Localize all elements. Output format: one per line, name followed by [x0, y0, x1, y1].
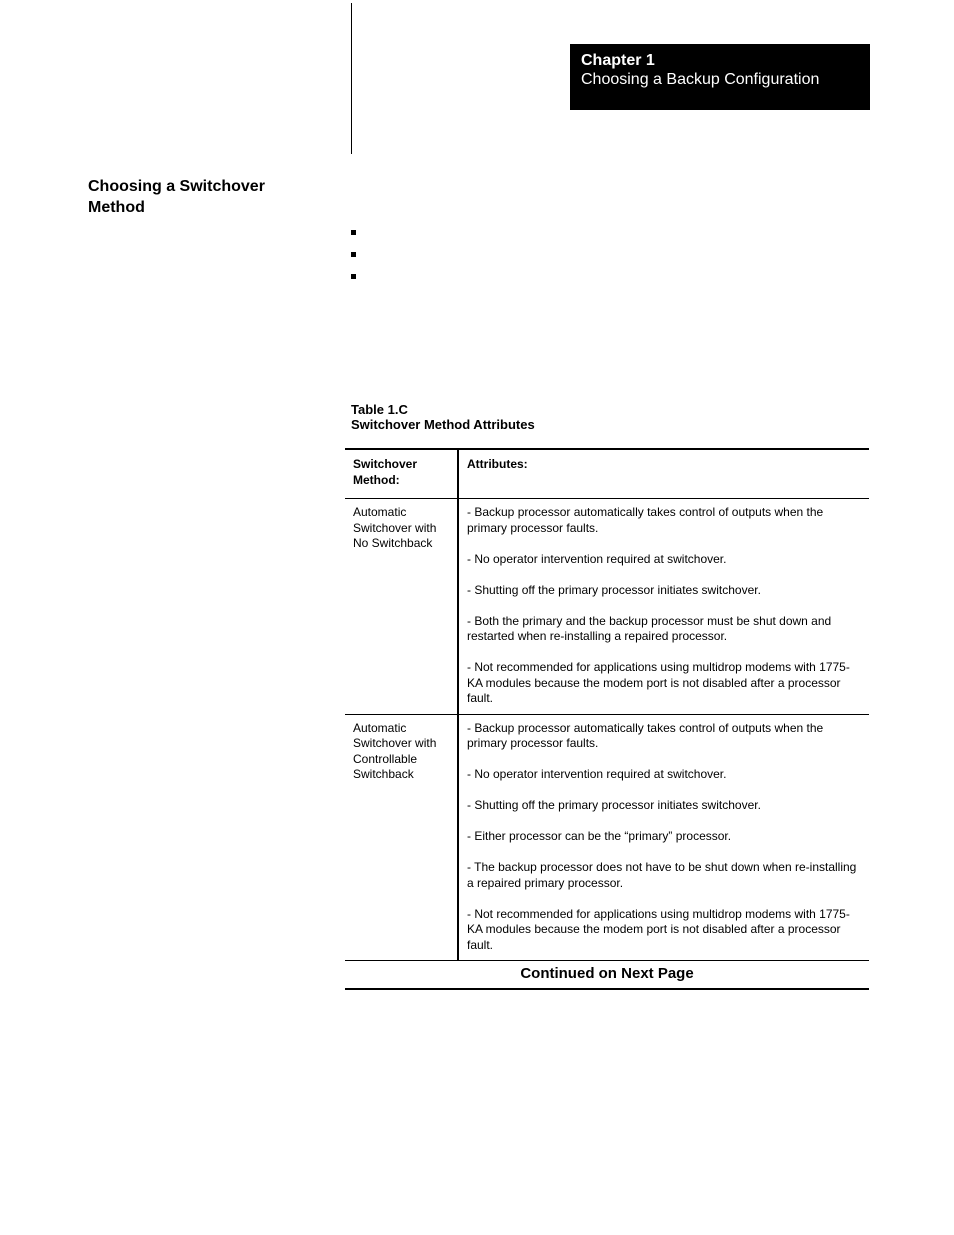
attributes-cell	[458, 499, 869, 715]
attribute-item: - Backup processor automatically takes control of outputs when the primary processor faults.	[467, 505, 824, 535]
column-header-method: Switchover Method:	[345, 449, 458, 499]
attribute-item: - Shutting off the primary processor initiates switchover.	[467, 582, 761, 597]
section-heading-line2: Method	[88, 199, 145, 216]
chapter-number: Chapter 1	[581, 52, 655, 69]
attribute-item: - Either processor can be the “primary” processor.	[467, 829, 732, 843]
bullet-marker	[351, 230, 356, 235]
attributes-cell	[458, 714, 869, 961]
attribute-item: - Not recommended for applications using multidrop modems with 1775-KA modules because the modem port is not disabled after a processor fault.	[467, 906, 850, 952]
attribute-item: - No operator intervention required at switchover.	[467, 551, 727, 566]
attribute-item: - The backup processor does not have to be shut down when re-installing a repaired primary processor.	[467, 860, 857, 890]
table-row	[345, 499, 869, 715]
table-caption-number: Table 1.C	[351, 402, 408, 417]
method-cell: Automatic Switchover with Controllable Switchback	[345, 714, 458, 961]
attribute-item: - Shutting off the primary processor initiates switchover.	[467, 798, 761, 812]
table-caption	[351, 402, 535, 432]
table-caption-title: Switchover Method Attributes	[351, 417, 535, 432]
bullet-marker	[351, 252, 356, 257]
chapter-title: Choosing a Backup Configuration	[581, 71, 820, 88]
table-row	[345, 714, 869, 961]
method-cell: Automatic Switchover with No Switchback	[345, 499, 458, 715]
bullet-marker	[351, 274, 356, 279]
section-heading	[88, 176, 288, 218]
continued-note: Continued on Next Page	[345, 961, 869, 989]
column-header-attributes: Attributes:	[458, 449, 869, 499]
margin-rule	[351, 3, 352, 154]
attribute-item: - Backup processor automatically takes control of outputs when the primary processor faults.	[467, 720, 824, 750]
attribute-item: - No operator intervention required at switchover.	[467, 767, 727, 781]
bullet-list	[351, 230, 356, 296]
chapter-header	[570, 44, 870, 110]
section-heading-line1: Choosing a Switchover	[88, 178, 265, 195]
switchover-attributes-table	[345, 448, 869, 990]
attribute-item: - Not recommended for applications using multidrop modems with 1775-KA modules because the modem port is not disabled after a processor fault.	[467, 660, 850, 705]
attribute-item: - Both the primary and the backup processor must be shut down and restarted when re-installing a repaired processor.	[467, 613, 832, 643]
